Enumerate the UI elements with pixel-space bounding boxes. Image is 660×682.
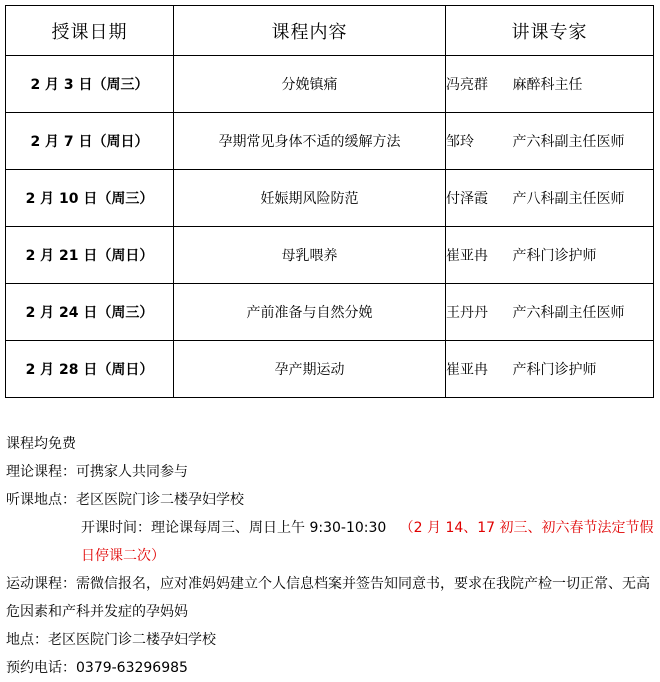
table-row: [6, 113, 654, 170]
note-free: 课程均免费: [6, 436, 76, 452]
note-site: 地点：老区医院门诊二楼孕妇学校: [6, 632, 216, 648]
row-topic: 分娩镇痛: [174, 56, 446, 113]
row-expert: [446, 341, 654, 398]
row-expert: [446, 56, 654, 113]
expert-name: 付泽霞: [446, 191, 488, 207]
expert-name: 崔亚冉: [446, 248, 488, 264]
note-time-text: 开课时间：理论课每周三、周日上午 9:30-10:30: [81, 520, 387, 536]
note-time: [6, 514, 658, 570]
course-notes: [6, 430, 658, 682]
expert-title: 产八科副主任医师: [512, 191, 625, 207]
expert-title: 产六科副主任医师: [512, 305, 625, 321]
expert-title: 产科门诊护师: [512, 362, 597, 378]
table-row: [6, 341, 654, 398]
row-topic: 母乳喂养: [174, 227, 446, 284]
note-holiday-notice: （2 月 14、17 初三、初六春节法定节假日停课二次）: [81, 520, 654, 564]
note-exercise: 运动课程：需微信报名，应对准妈妈建立个人信息档案并签告知同意书，要求在我院产检一切正常、无高危因素和产科并发症的孕妈妈: [6, 576, 650, 620]
course-schedule-table: [5, 5, 654, 398]
header-expert: 讲课专家: [446, 6, 654, 56]
row-date: 2 月 24 日（周三）: [6, 284, 174, 341]
expert-title: 产六科副主任医师: [512, 134, 625, 150]
table-row: [6, 170, 654, 227]
row-date: 2 月 28 日（周日）: [6, 341, 174, 398]
row-date: 2 月 21 日（周日）: [6, 227, 174, 284]
row-topic: 孕产期运动: [174, 341, 446, 398]
note-theory: 理论课程：可携家人共同参与: [6, 464, 188, 480]
row-date: 2 月 7 日（周日）: [6, 113, 174, 170]
row-date: 2 月 3 日（周三）: [6, 56, 174, 113]
expert-name: 崔亚冉: [446, 362, 488, 378]
row-topic: 孕期常见身体不适的缓解方法: [174, 113, 446, 170]
row-date: 2 月 10 日（周三）: [6, 170, 174, 227]
row-expert: [446, 113, 654, 170]
header-date: 授课日期: [6, 6, 174, 56]
expert-title: 产科门诊护师: [512, 248, 597, 264]
expert-name: 冯亮群: [446, 77, 488, 93]
table-row: [6, 56, 654, 113]
note-location: 听课地点：老区医院门诊二楼孕妇学校: [6, 492, 244, 508]
expert-name: 王丹丹: [446, 305, 488, 321]
row-expert: [446, 170, 654, 227]
row-topic: 妊娠期风险防范: [174, 170, 446, 227]
row-expert: [446, 227, 654, 284]
table-row: [6, 284, 654, 341]
expert-name: 邹玲: [446, 134, 474, 150]
header-topic: 课程内容: [174, 6, 446, 56]
table-header-row: [6, 6, 654, 56]
row-topic: 产前准备与自然分娩: [174, 284, 446, 341]
table-row: [6, 227, 654, 284]
row-expert: [446, 284, 654, 341]
expert-title: 麻醉科主任: [512, 77, 583, 93]
note-phone: 预约电话：0379-63296985: [6, 660, 188, 676]
